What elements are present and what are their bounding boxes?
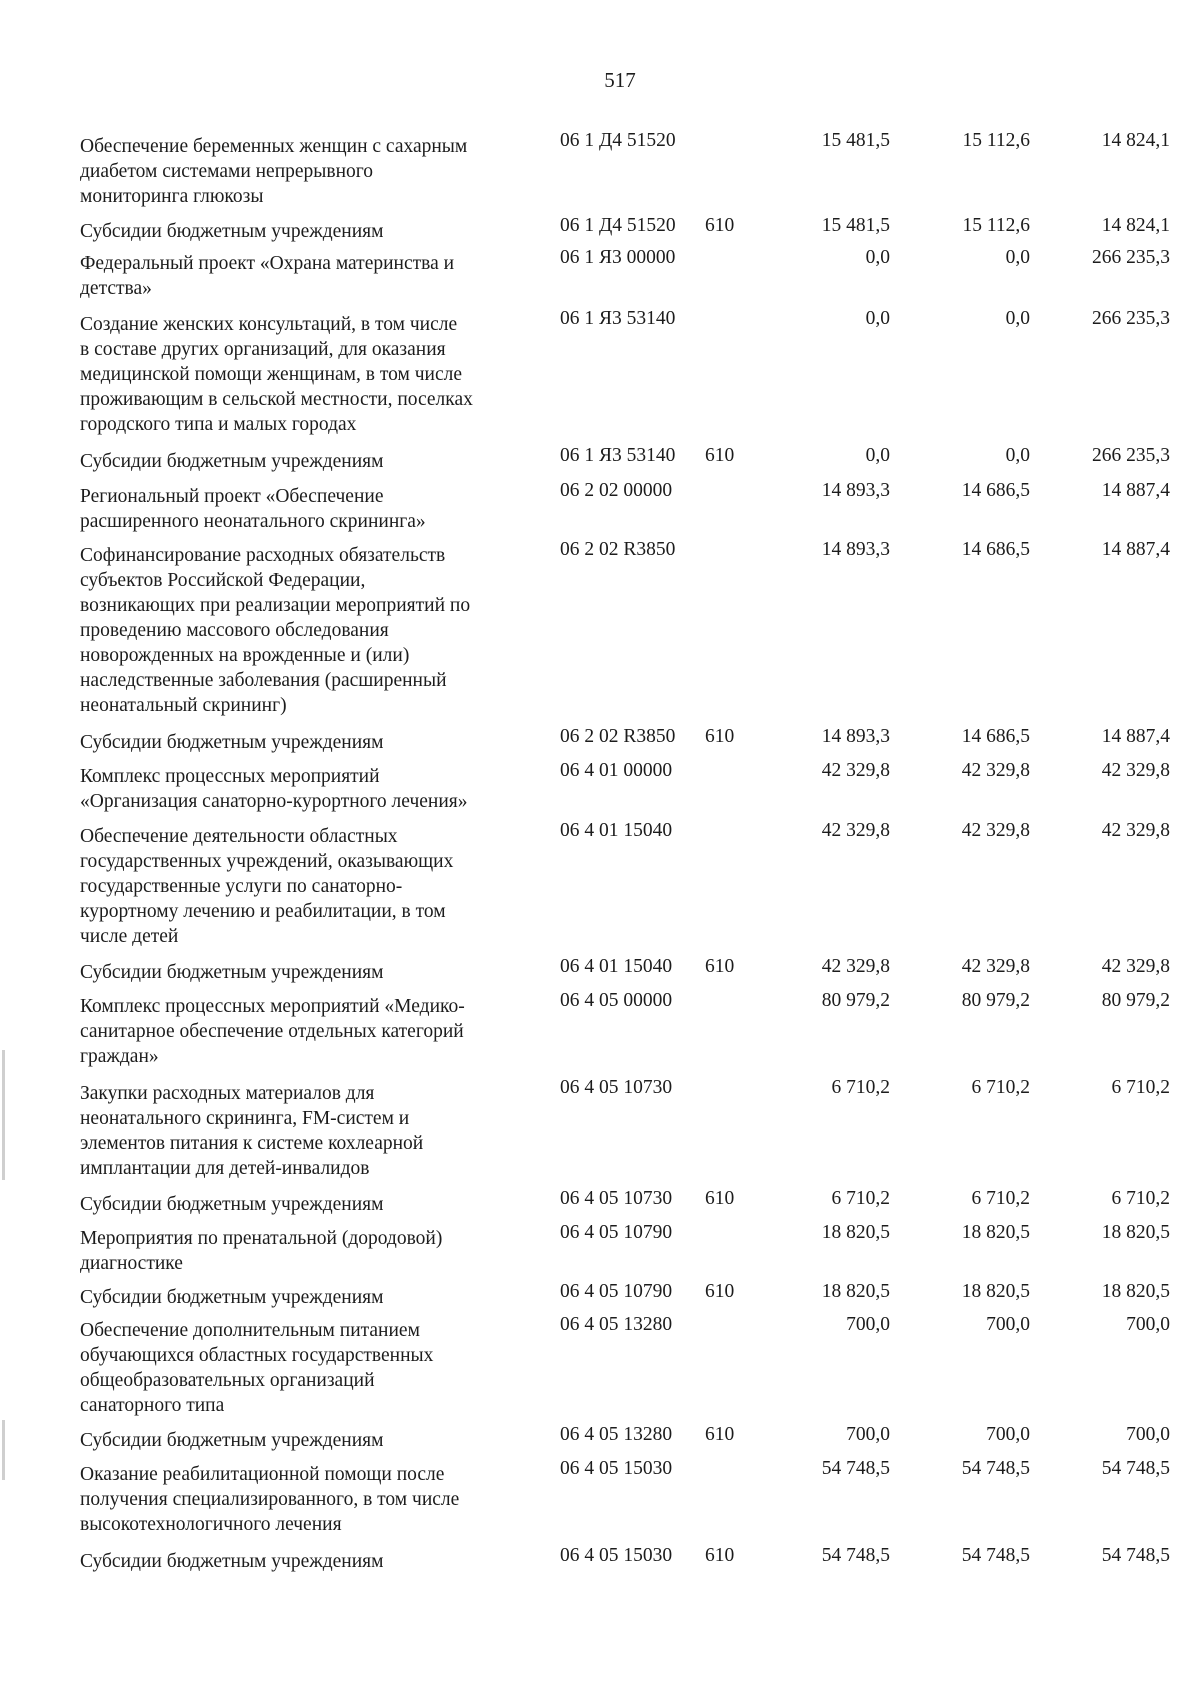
row-expense-type: 610 <box>705 215 735 236</box>
row-target-code: 06 4 01 00000 <box>560 760 673 781</box>
row-expense-type: 610 <box>705 1281 735 1302</box>
row-target-code: 06 4 05 10730 <box>560 1077 673 1098</box>
row-description: Субсидии бюджетным учреждениям <box>80 1430 384 1451</box>
row-value-year-2: 54 748,5 <box>961 1545 1030 1566</box>
row-value-year-2: 6 710,2 <box>971 1188 1030 1209</box>
row-value-year-3: 80 979,2 <box>1101 990 1170 1011</box>
row-value-year-3: 700,0 <box>1126 1314 1170 1335</box>
row-target-code: 06 4 05 13280 <box>560 1424 673 1445</box>
row-target-code: 06 1 Д4 51520 <box>560 215 676 236</box>
row-value-year-3: 42 329,8 <box>1101 956 1170 977</box>
row-target-code: 06 4 05 00000 <box>560 990 673 1011</box>
row-value-year-2: 14 686,5 <box>961 480 1030 501</box>
row-description: Закупки расходных материалов для неонатального скрининга, FM-систем и элементов питания к системе кохлеарной имплантации для детей-инвалидов <box>80 1083 424 1179</box>
row-value-year-1: 14 893,3 <box>821 539 890 560</box>
row-target-code: 06 2 02 00000 <box>560 480 673 501</box>
row-value-year-2: 15 112,6 <box>962 215 1030 236</box>
row-value-year-3: 42 329,8 <box>1101 760 1170 781</box>
row-value-year-3: 18 820,5 <box>1101 1222 1170 1243</box>
row-value-year-3: 14 824,1 <box>1101 215 1170 236</box>
row-expense-type: 610 <box>705 1545 735 1566</box>
row-value-year-1: 80 979,2 <box>821 990 890 1011</box>
row-target-code: 06 4 05 15030 <box>560 1458 673 1479</box>
row-value-year-3: 14 824,1 <box>1101 130 1170 151</box>
row-description: Обеспечение дополнительным питанием обучающихся областных государственных общеобразовательных организаций санаторного типа <box>80 1320 434 1416</box>
scan-edge-mark <box>2 1050 5 1180</box>
row-target-code: 06 1 Я3 00000 <box>560 247 676 268</box>
row-target-code: 06 4 05 15030 <box>560 1545 673 1566</box>
row-description: Субсидии бюджетным учреждениям <box>80 451 384 472</box>
row-value-year-1: 54 748,5 <box>821 1458 890 1479</box>
row-value-year-1: 18 820,5 <box>821 1222 890 1243</box>
row-value-year-3: 266 235,3 <box>1092 308 1170 329</box>
row-value-year-2: 0,0 <box>1005 308 1030 329</box>
row-description: Оказание реабилитационной помощи после получения специализированного, в том числе высокотехнологичного лечения <box>80 1464 460 1535</box>
row-description: Комплекс процессных мероприятий «Медико- санитарное обеспечение отдельных категорий граждан» <box>80 996 465 1067</box>
row-target-code: 06 1 Я3 53140 <box>560 308 676 329</box>
row-value-year-3: 14 887,4 <box>1101 726 1170 747</box>
row-value-year-1: 6 710,2 <box>831 1188 890 1209</box>
row-value-year-1: 42 329,8 <box>821 956 890 977</box>
row-target-code: 06 4 05 10790 <box>560 1222 673 1243</box>
row-value-year-3: 54 748,5 <box>1101 1545 1170 1566</box>
row-value-year-3: 6 710,2 <box>1111 1077 1170 1098</box>
row-value-year-1: 54 748,5 <box>821 1545 890 1566</box>
row-value-year-2: 15 112,6 <box>962 130 1030 151</box>
row-value-year-1: 42 329,8 <box>821 760 890 781</box>
row-value-year-2: 42 329,8 <box>961 820 1030 841</box>
row-description: Субсидии бюджетным учреждениям <box>80 1551 384 1572</box>
row-value-year-2: 54 748,5 <box>961 1458 1030 1479</box>
row-description: Региональный проект «Обеспечение расширенного неонатального скрининга» <box>80 486 426 532</box>
row-target-code: 06 4 01 15040 <box>560 820 673 841</box>
row-value-year-2: 18 820,5 <box>961 1222 1030 1243</box>
row-description: Федеральный проект «Охрана материнства и детства» <box>80 253 455 299</box>
row-value-year-2: 0,0 <box>1005 247 1030 268</box>
row-description: Субсидии бюджетным учреждениям <box>80 221 384 242</box>
row-target-code: 06 1 Д4 51520 <box>560 130 676 151</box>
row-description: Софинансирование расходных обязательств субъектов Российской Федерации, возникающих при реализации мероприятий по проведению массового обследования новорожденных на врожденные и (или) наследственные заболевания (расширенный неонатальный скрининг) <box>80 545 471 716</box>
row-expense-type: 610 <box>705 1188 735 1209</box>
row-target-code: 06 4 05 10790 <box>560 1281 673 1302</box>
row-expense-type: 610 <box>705 445 735 466</box>
row-description: Мероприятия по пренатальной (дородовой) диагностике <box>80 1228 443 1274</box>
row-value-year-2: 80 979,2 <box>961 990 1030 1011</box>
row-value-year-2: 42 329,8 <box>961 760 1030 781</box>
row-value-year-3: 14 887,4 <box>1101 539 1170 560</box>
page-number: 517 <box>604 68 636 92</box>
row-value-year-1: 15 481,5 <box>821 215 890 236</box>
row-description: Обеспечение беременных женщин с сахарным диабетом системами непрерывного мониторинга глюкозы <box>80 136 468 207</box>
row-target-code: 06 4 05 10730 <box>560 1188 673 1209</box>
row-description: Создание женских консультаций, в том числе в составе других организаций, для оказания медицинской помощи женщинам, в том числе проживающим в сельской местности, поселках городского типа и малых городах <box>80 314 473 435</box>
row-value-year-1: 14 893,3 <box>821 480 890 501</box>
row-value-year-1: 700,0 <box>846 1424 890 1445</box>
row-value-year-2: 700,0 <box>986 1314 1030 1335</box>
row-value-year-2: 6 710,2 <box>971 1077 1030 1098</box>
row-value-year-1: 0,0 <box>865 445 890 466</box>
row-value-year-1: 0,0 <box>865 308 890 329</box>
row-description: Обеспечение деятельности областных государственных учреждений, оказывающих государственные услуги по санаторно- курортному лечению и реабилитации, в том числе детей <box>80 826 454 947</box>
row-description: Субсидии бюджетным учреждениям <box>80 962 384 983</box>
row-value-year-3: 18 820,5 <box>1101 1281 1170 1302</box>
row-value-year-1: 6 710,2 <box>831 1077 890 1098</box>
row-value-year-2: 42 329,8 <box>961 956 1030 977</box>
row-value-year-2: 0,0 <box>1005 445 1030 466</box>
row-value-year-1: 14 893,3 <box>821 726 890 747</box>
row-target-code: 06 1 Я3 53140 <box>560 445 676 466</box>
row-target-code: 06 4 01 15040 <box>560 956 673 977</box>
row-expense-type: 610 <box>705 956 735 977</box>
row-value-year-3: 700,0 <box>1126 1424 1170 1445</box>
row-value-year-2: 14 686,5 <box>961 539 1030 560</box>
row-description: Субсидии бюджетным учреждениям <box>80 1287 384 1308</box>
row-value-year-3: 266 235,3 <box>1092 247 1170 268</box>
row-expense-type: 610 <box>705 726 735 747</box>
row-description: Субсидии бюджетным учреждениям <box>80 732 384 753</box>
row-value-year-3: 6 710,2 <box>1111 1188 1170 1209</box>
row-description: Комплекс процессных мероприятий «Организация санаторно-курортного лечения» <box>80 766 468 812</box>
row-value-year-1: 0,0 <box>865 247 890 268</box>
row-value-year-3: 54 748,5 <box>1101 1458 1170 1479</box>
row-value-year-2: 700,0 <box>986 1424 1030 1445</box>
row-value-year-3: 266 235,3 <box>1092 445 1170 466</box>
row-description: Субсидии бюджетным учреждениям <box>80 1194 384 1215</box>
scan-edge-mark <box>2 1420 5 1480</box>
row-value-year-1: 42 329,8 <box>821 820 890 841</box>
row-value-year-2: 14 686,5 <box>961 726 1030 747</box>
row-value-year-1: 18 820,5 <box>821 1281 890 1302</box>
row-value-year-1: 15 481,5 <box>821 130 890 151</box>
row-value-year-3: 42 329,8 <box>1101 820 1170 841</box>
row-target-code: 06 4 05 13280 <box>560 1314 673 1335</box>
row-target-code: 06 2 02 R3850 <box>560 726 676 747</box>
row-value-year-2: 18 820,5 <box>961 1281 1030 1302</box>
row-value-year-3: 14 887,4 <box>1101 480 1170 501</box>
row-expense-type: 610 <box>705 1424 735 1445</box>
row-value-year-1: 700,0 <box>846 1314 890 1335</box>
row-target-code: 06 2 02 R3850 <box>560 539 676 560</box>
